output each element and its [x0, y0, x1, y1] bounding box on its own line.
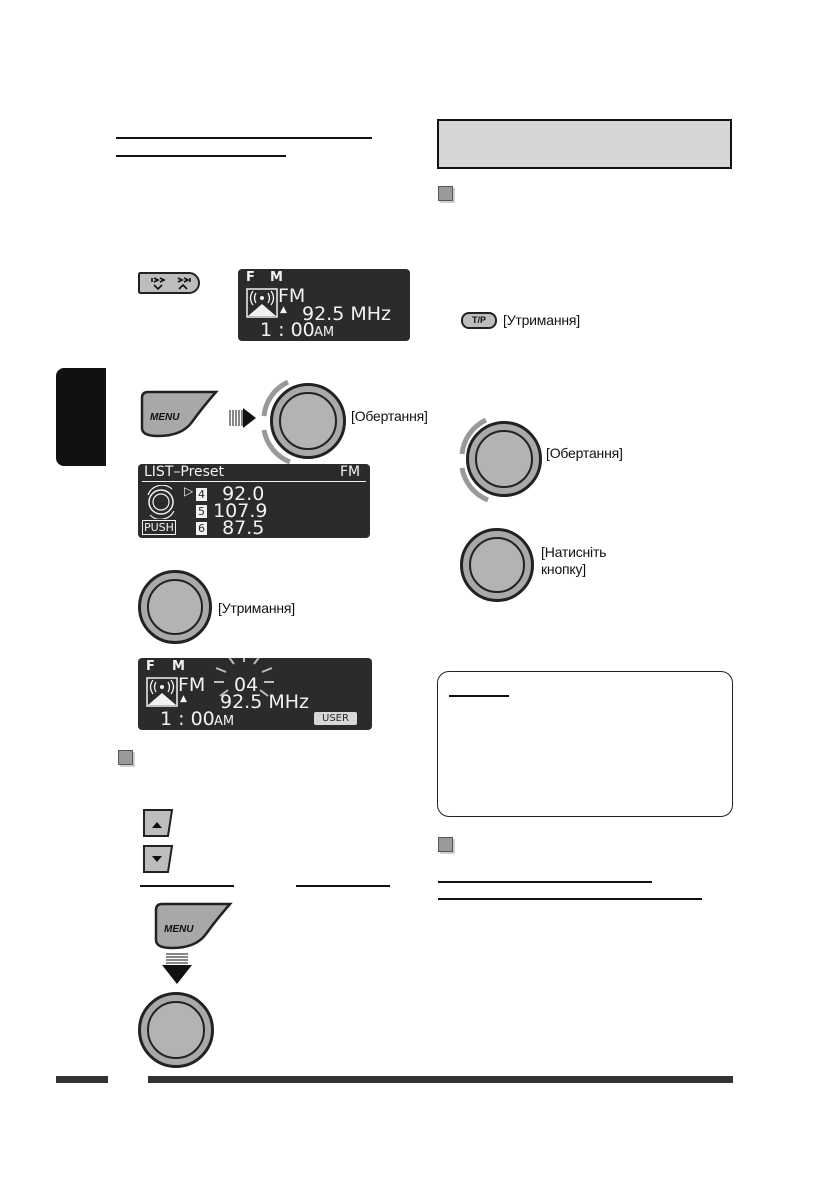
preset-frequency: 107.9	[213, 500, 268, 522]
dial-rotate-icon	[144, 485, 182, 519]
clock: 1 : 00	[160, 708, 215, 730]
preset-list-display	[138, 464, 370, 538]
rotate-label-1: [Обертання]	[351, 408, 428, 424]
press-label-line1: [Натисніть	[541, 544, 607, 560]
band-label: FM	[178, 674, 206, 696]
band-label: FM	[278, 285, 306, 307]
underline-bottom-2	[438, 898, 702, 900]
radio-display-1	[238, 269, 410, 341]
menu-button[interactable]	[138, 388, 220, 440]
flag-m: M	[172, 659, 185, 674]
hold-label-2: [Утримання]	[503, 312, 580, 328]
clock-ampm: AM	[314, 325, 335, 340]
preset-number: 5	[198, 504, 205, 518]
cursor-icon: ▷	[184, 484, 194, 498]
hold-label-1: [Утримання]	[218, 600, 295, 616]
preset-number: 6	[198, 521, 205, 535]
signal-icon: ▲	[180, 694, 187, 704]
clock: 1 : 00	[260, 319, 315, 341]
note-heading-underline	[449, 695, 509, 697]
frequency: 92.5 MHz	[220, 691, 309, 713]
preset-number: 04	[234, 674, 259, 696]
list-title-underline	[142, 481, 366, 482]
preset-number: 4	[198, 487, 205, 501]
control-dial-2[interactable]	[138, 570, 212, 644]
rotate-label-2: [Обертання]	[546, 445, 623, 461]
antenna-icon	[246, 288, 278, 318]
clock-ampm: AM	[214, 714, 235, 729]
push-label: PUSH	[144, 521, 174, 534]
arrow-right-icon	[228, 406, 258, 430]
underline-bottom-1	[438, 881, 652, 883]
preset-frequency: 87.5	[222, 517, 265, 538]
underline-right	[296, 885, 390, 887]
tp-button[interactable]	[461, 312, 497, 329]
control-dial-3[interactable]	[138, 992, 214, 1068]
press-label-line2: кнопку]	[541, 561, 586, 577]
menu-button-2[interactable]	[152, 900, 234, 952]
footer-bar-right	[148, 1076, 733, 1083]
section-marker-2	[118, 750, 133, 765]
radio-display-2	[138, 658, 372, 730]
svg-text:MENU: MENU	[150, 412, 180, 423]
tp-button-label: T/P	[471, 315, 486, 325]
section-title-box	[437, 119, 732, 169]
underline-left	[140, 885, 234, 887]
preset-row[interactable]	[196, 517, 264, 538]
down-button[interactable]	[140, 842, 176, 876]
section-marker-3	[438, 837, 453, 852]
control-dial-1[interactable]	[270, 383, 346, 459]
frequency: 92.5 MHz	[302, 303, 391, 325]
svg-text:MENU: MENU	[164, 924, 194, 935]
user-badge: USER	[314, 712, 357, 725]
section-marker-1	[438, 186, 453, 201]
header-underline-2	[116, 155, 286, 157]
preset-frequency: 92.0	[222, 483, 265, 505]
up-button[interactable]	[140, 806, 176, 840]
note-box	[437, 671, 733, 817]
header-underline-1	[116, 137, 372, 139]
control-dial-5[interactable]	[460, 528, 534, 602]
seek-arrows-icon	[140, 274, 198, 292]
control-dial-4[interactable]	[466, 421, 542, 497]
seek-button[interactable]	[138, 272, 200, 294]
flag-f: F	[246, 270, 255, 285]
antenna-icon	[146, 677, 178, 707]
footer-bar-left	[56, 1076, 108, 1083]
flag-m: M	[270, 270, 283, 285]
list-title: LIST–Preset	[144, 464, 225, 480]
language-tab	[56, 368, 106, 466]
arrow-down-icon	[162, 952, 192, 986]
list-band: FM	[340, 464, 361, 480]
signal-icon: ▲	[280, 305, 287, 315]
flag-f: F	[146, 659, 155, 674]
